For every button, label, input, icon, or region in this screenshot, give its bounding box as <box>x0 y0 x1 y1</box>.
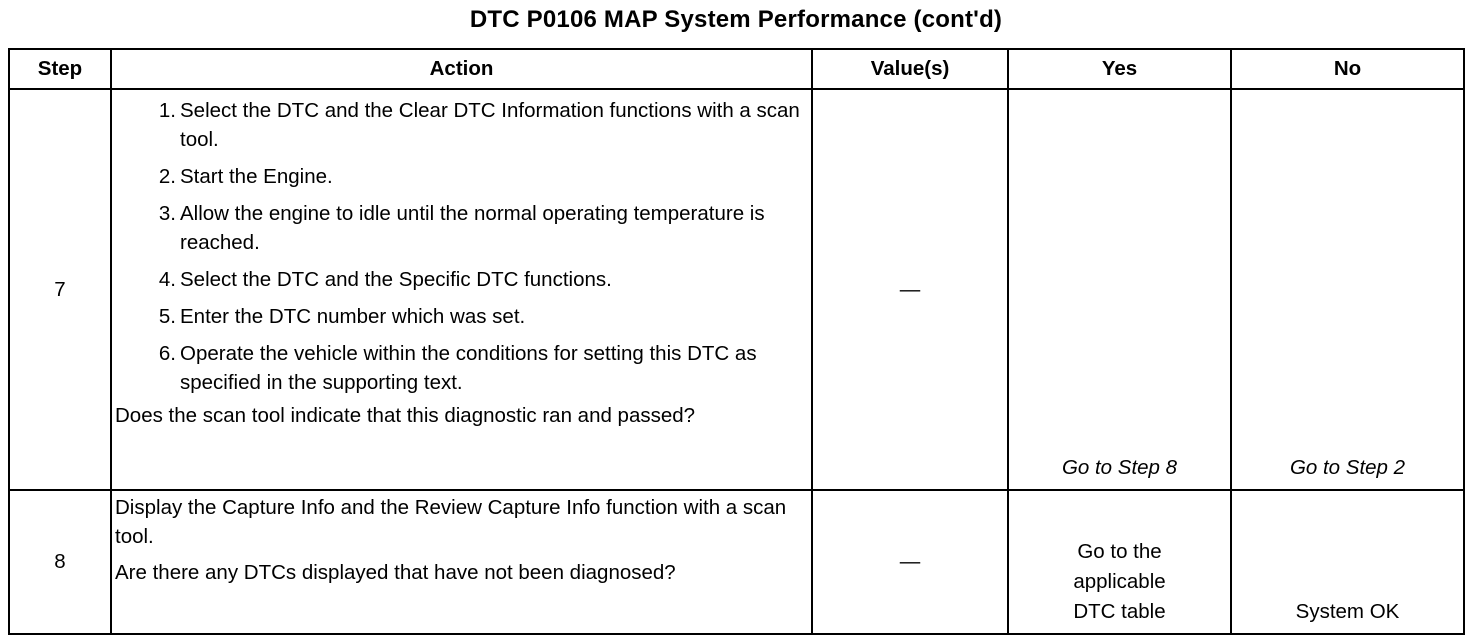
action-step: 2. Start the Engine. <box>158 165 333 188</box>
header-step: Step <box>9 49 111 89</box>
step-number: 8 <box>9 490 111 634</box>
action-question: Does the scan tool indicate that this diagnostic ran and passed? <box>115 404 696 427</box>
header-no: No <box>1231 49 1464 89</box>
page-title: DTC P0106 MAP System Performance (cont'd) <box>469 6 1003 33</box>
value-cell: — <box>812 89 1008 490</box>
table-row <box>9 89 1464 490</box>
action-cell <box>111 490 812 634</box>
action-cell <box>111 89 812 490</box>
yes-cell: Go to the applicable DTC table <box>1008 490 1231 634</box>
action-question: Are there any DTCs displayed that have not been diagnosed? <box>115 561 676 584</box>
action-step: 1. Select the DTC and the Clear DTC Information functions with a scan tool. <box>158 99 800 151</box>
action-steps-list <box>112 90 811 397</box>
value-cell: — <box>812 490 1008 634</box>
no-cell: System OK <box>1231 490 1464 634</box>
header-yes: Yes <box>1008 49 1231 89</box>
table-header-row <box>9 49 1464 89</box>
no-cell: Go to Step 2 <box>1231 89 1464 490</box>
step-number: 7 <box>9 89 111 490</box>
action-step: 5. Enter the DTC number which was set. <box>158 305 526 328</box>
diagnostic-table <box>8 48 1465 635</box>
header-values: Value(s) <box>812 49 1008 89</box>
table-row <box>9 490 1464 634</box>
action-step: 6. Operate the vehicle within the conditions for setting this DTC as specified in the supporting text. <box>158 342 757 394</box>
action-step: 3. Allow the engine to idle until the normal operating temperature is reached. <box>158 202 765 254</box>
yes-cell: Go to Step 8 <box>1008 89 1231 490</box>
action-step: 4. Select the DTC and the Specific DTC functions. <box>158 268 612 291</box>
action-text: Display the Capture Info and the Review Capture Info function with a scan tool. <box>115 496 787 548</box>
header-action: Action <box>111 49 812 89</box>
